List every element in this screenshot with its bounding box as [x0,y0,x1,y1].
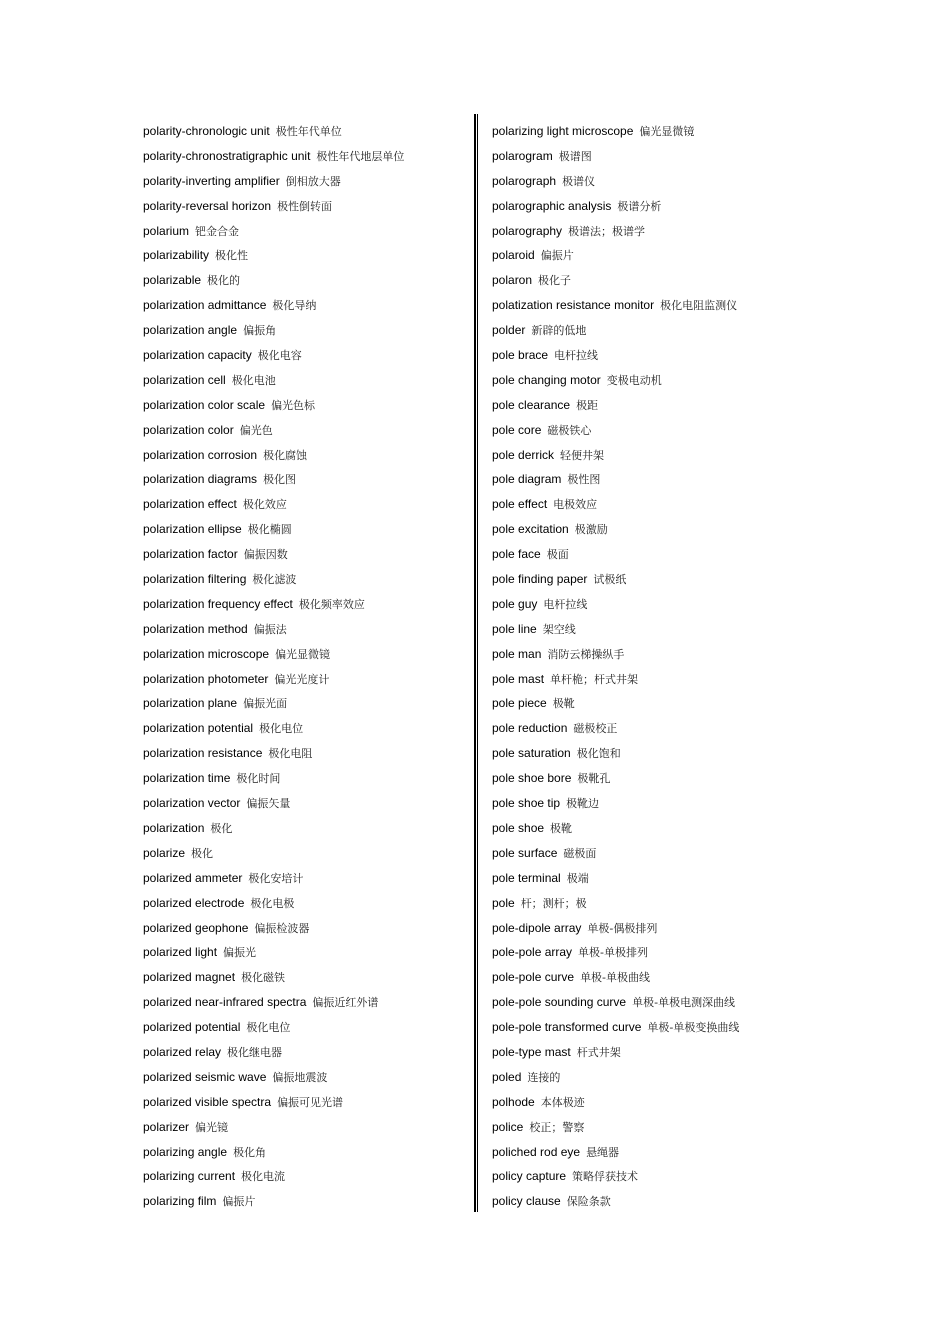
entry-term: polarogram [492,148,553,163]
entry-definition: 极谱分析 [617,199,662,213]
entry-term: pole piece [492,696,547,711]
entry-term: polarized geophone [143,920,249,935]
glossary-entry [492,990,912,1015]
entry-definition: 极化频率效应 [298,597,365,611]
glossary-entry [143,517,468,542]
entry-definition: 极化 [210,821,233,835]
glossary-entry [492,293,912,318]
glossary-entry [492,492,912,517]
entry-term: polarization cell [143,372,226,387]
entry-term: pole derrick [492,447,555,462]
entry-term: polarization color [143,422,234,437]
entry-definition: 极性倒转面 [277,199,333,213]
entry-definition: 偏光色 [239,423,273,437]
glossary-entry [143,119,468,144]
entry-definition: 偏振近红外谱 [312,996,379,1010]
glossary-entry [492,1015,912,1040]
entry-term: polarized electrode [143,895,245,910]
entry-definition: 极化安培计 [248,871,304,885]
entry-definition: 极化 [191,846,214,860]
entry-term: polarization admittance [143,298,267,313]
glossary-entry [143,567,468,592]
entry-term: polarization resistance [143,746,263,761]
column-divider [474,114,478,1212]
entry-definition: 变极电动机 [606,373,662,387]
entry-term: polarization method [143,621,248,636]
glossary-entry [143,542,468,567]
entry-term: polarium [143,223,190,238]
entry-definition: 偏振片 [540,249,574,263]
entry-definition: 极化子 [538,274,572,288]
entry-definition: 磁极铁心 [547,423,592,437]
entry-definition: 策略俘获技术 [572,1170,639,1184]
entry-definition: 极谱图 [558,149,592,163]
entry-term: polarizable [143,273,202,288]
glossary-entry [143,1090,468,1115]
entry-definition: 极靴 [550,821,573,835]
entry-definition: 极化饱和 [576,747,621,761]
entry-definition: 偏振片 [222,1195,256,1209]
glossary-entry [492,766,912,791]
entry-term: pole diagram [492,472,562,487]
entry-definition: 偏光色标 [271,398,316,412]
glossary-entry [492,542,912,567]
entry-definition: 偏光光度计 [274,672,330,686]
entry-definition: 极靴 [552,697,575,711]
entry-definition: 本体极迹 [540,1095,585,1109]
entry-definition: 极化效应 [242,498,287,512]
glossary-entry [143,691,468,716]
entry-term: police [492,1119,524,1134]
entry-definition: 极靴孔 [577,772,611,786]
entry-definition: 单极-单极曲线 [580,971,651,985]
glossary-entry [143,318,468,343]
glossary-entry [492,1090,912,1115]
entry-definition: 极谱仪 [562,174,596,188]
entry-definition: 钯金合金 [195,224,240,238]
entry-term: polarizing angle [143,1144,228,1159]
entry-definition: 偏振检波器 [254,921,310,935]
entry-definition: 极化性 [215,249,249,263]
entry-term: polarized seismic wave [143,1069,267,1084]
glossary-entry [492,418,912,443]
entry-definition: 新辟的低地 [531,324,587,338]
glossary-entry [492,965,912,990]
entry-definition: 单极-单极电测深曲线 [632,996,736,1010]
glossary-entry [492,517,912,542]
glossary-entry [492,592,912,617]
entry-definition: 偏光显微镜 [275,647,331,661]
entry-term: polarity-chronostratigraphic unit [143,148,311,163]
glossary-entry [492,1164,912,1189]
entry-definition: 电杆拉线 [543,597,588,611]
entry-term: polarized magnet [143,970,236,985]
glossary-entry [492,741,912,766]
entry-term: polarity-reversal horizon [143,198,272,213]
glossary-entry [143,667,468,692]
entry-term: polarized potential [143,1020,241,1035]
glossary-entry [143,592,468,617]
entry-term: polaroid [492,248,535,263]
glossary-entry [492,318,912,343]
glossary-entry [143,1189,468,1214]
entry-term: pole-type mast [492,1044,571,1059]
entry-definition: 单极-偶极排列 [587,921,658,935]
entry-definition: 消防云梯操纵手 [547,647,625,661]
entry-term: polarization microscope [143,646,270,661]
glossary-entry [143,1115,468,1140]
entry-definition: 极化电池 [231,373,276,387]
entry-term: polarizing film [143,1194,217,1209]
entry-term: polarization filtering [143,572,247,587]
glossary-entry [492,816,912,841]
entry-term: pole effect [492,497,548,512]
glossary-entry [143,492,468,517]
glossary-entry [492,144,912,169]
glossary-entry [492,916,912,941]
entry-definition: 极性年代单位 [275,125,342,138]
entry-term: pole [492,895,515,910]
glossary-entry [143,418,468,443]
entry-term: pole line [492,621,537,636]
entry-definition: 单极-单极排列 [578,946,649,960]
glossary-entry [492,841,912,866]
glossary-entry [143,916,468,941]
entry-definition: 单杆桅；杆式井架 [550,672,639,686]
entry-definition: 极化继电器 [227,1045,283,1059]
entry-term: policy clause [492,1194,561,1209]
glossary-entry [143,766,468,791]
glossary-entry [492,617,912,642]
entry-definition: 极化角 [233,1145,267,1159]
glossary-entry [492,1065,912,1090]
glossary-entry [143,368,468,393]
glossary-entry [143,1015,468,1040]
glossary-entry [143,716,468,741]
entry-term: polarizing current [143,1169,236,1184]
entry-term: poled [492,1069,522,1084]
entry-term: polarographic analysis [492,198,612,213]
entry-definition: 倒相放大器 [285,174,341,188]
glossary-entry [492,268,912,293]
entry-definition: 磁极面 [563,846,597,860]
glossary-entry [492,467,912,492]
entry-definition: 试极纸 [593,573,627,587]
entry-definition: 极距 [576,398,599,412]
entry-definition: 极化图 [263,473,297,487]
entry-term: polarography [492,223,563,238]
entry-definition: 偏振法 [253,622,287,636]
entry-term: polarization potential [143,721,254,736]
entry-definition: 偏振因数 [243,548,288,562]
entry-definition: 极化电位 [259,722,304,736]
entry-term: polarized visible spectra [143,1094,272,1109]
glossary-entry [143,393,468,418]
glossary-entry [492,169,912,194]
left-column [143,119,468,1214]
entry-definition: 杆；测杆；极 [520,896,587,910]
glossary-entry [492,1040,912,1065]
glossary-entry [143,293,468,318]
glossary-entry [143,990,468,1015]
glossary-entry [492,642,912,667]
entry-term: pole core [492,422,542,437]
glossary-entry [492,393,912,418]
entry-term: polarization color scale [143,397,266,412]
entry-definition: 极化腐蚀 [263,448,308,462]
entry-definition: 极化电阻监测仪 [660,299,738,313]
glossary-entry [143,816,468,841]
entry-definition: 极化时间 [236,772,281,786]
glossary-entry [492,194,912,219]
entry-definition: 偏振可见光谱 [277,1095,344,1109]
entry-definition: 偏振光面 [243,697,288,711]
entry-term: polarization vector [143,796,241,811]
entry-definition: 极面 [546,548,569,562]
entry-term: polarized ammeter [143,870,243,885]
entry-term: polarized light [143,945,218,960]
glossary-entry [143,1164,468,1189]
entry-term: pole face [492,547,541,562]
entry-definition: 电极效应 [553,498,598,512]
glossary-entry [143,243,468,268]
glossary-entry [492,119,912,144]
entry-definition: 校正；警察 [529,1120,585,1134]
entry-term: pole man [492,646,542,661]
entry-term: polarization factor [143,547,238,562]
glossary-entry [143,467,468,492]
entry-definition: 极化电位 [246,1021,291,1035]
entry-term: pole-dipole array [492,920,582,935]
glossary-entry [492,866,912,891]
entry-term: polarization angle [143,323,238,338]
entry-definition: 磁极校正 [573,722,618,736]
entry-term: pole shoe [492,820,545,835]
entry-term: pole-pole sounding curve [492,995,627,1010]
entry-term: pole shoe tip [492,796,561,811]
glossary-entry [492,567,912,592]
entry-term: pole excitation [492,522,569,537]
entry-term: polaron [492,273,533,288]
entry-definition: 电杆拉线 [554,349,599,363]
entry-term: pole-pole transformed curve [492,1020,642,1035]
entry-definition: 极端 [566,871,589,885]
entry-definition: 极化的 [207,274,241,288]
entry-term: polarization time [143,771,231,786]
glossary-entry [492,891,912,916]
entry-definition: 极激励 [574,523,608,537]
entry-term: polarize [143,845,186,860]
glossary-entry [143,791,468,816]
glossary-entry [143,891,468,916]
glossary-entry [143,741,468,766]
glossary-entry [492,443,912,468]
entry-definition: 偏振光 [223,946,257,960]
glossary-entry [492,368,912,393]
glossary-entry [143,841,468,866]
glossary-entry [143,866,468,891]
entry-definition: 极化电极 [250,896,295,910]
glossary-entry [492,791,912,816]
right-column [492,119,912,1214]
entry-term: polarizability [143,248,210,263]
entry-term: polhode [492,1094,535,1109]
entry-term: polarization [143,820,205,835]
entry-definition: 极化电容 [257,349,302,363]
glossary-entry [143,169,468,194]
entry-term: polarizer [143,1119,190,1134]
glossary-entry [492,219,912,244]
entry-definition: 单极-单极变换曲线 [647,1021,740,1035]
entry-term: pole changing motor [492,372,601,387]
glossary-entry [492,716,912,741]
entry-definition: 架空线 [542,622,576,636]
entry-definition: 极化滤波 [252,573,297,587]
entry-term: polatization resistance monitor [492,298,655,313]
entry-definition: 极化电阻 [268,747,313,761]
entry-term: pole mast [492,671,545,686]
entry-term: polarized near-infrared spectra [143,995,307,1010]
entry-term: pole surface [492,845,558,860]
glossary-entry [492,1140,912,1165]
entry-term: policy capture [492,1169,567,1184]
glossary-entry [492,1115,912,1140]
glossary-entry [143,1065,468,1090]
glossary-entry [492,1189,912,1214]
glossary-entry [143,940,468,965]
entry-definition: 极化椭圆 [247,523,292,537]
glossary-entry [143,1140,468,1165]
entry-definition: 杆式井架 [576,1045,621,1059]
entry-term: pole finding paper [492,572,588,587]
entry-term: poliched rod eye [492,1144,581,1159]
entry-definition: 偏振地震波 [272,1070,328,1084]
entry-definition: 悬绳器 [586,1145,620,1159]
entry-term: polder [492,323,526,338]
glossary-entry [143,1040,468,1065]
entry-definition: 极性图 [567,473,601,487]
entry-definition: 极性年代地层单位 [316,149,405,163]
entry-term: polarization corrosion [143,447,258,462]
glossary-entry [143,144,468,169]
glossary-entry [143,443,468,468]
entry-term: pole shoe bore [492,771,572,786]
entry-definition: 偏光镜 [195,1120,229,1134]
glossary-entry [143,219,468,244]
glossary-entry [492,667,912,692]
entry-definition: 极靴边 [566,797,600,811]
entry-term: polarizing light microscope [492,124,634,138]
entry-term: polarization frequency effect [143,596,293,611]
entry-term: polarization plane [143,696,238,711]
entry-definition: 连接的 [527,1070,561,1084]
entry-definition: 偏振角 [243,324,277,338]
glossary-entry [143,194,468,219]
glossary-entry [143,617,468,642]
entry-term: polarity-inverting amplifier [143,173,280,188]
entry-term: polarization capacity [143,348,252,363]
entry-term: polarity-chronologic unit [143,124,270,138]
entry-term: pole brace [492,348,549,363]
entry-term: polarization effect [143,497,237,512]
glossary-entry [143,965,468,990]
entry-term: pole-pole array [492,945,573,960]
entry-definition: 偏振矢量 [246,797,291,811]
entry-term: polarized relay [143,1044,222,1059]
glossary-entry [492,691,912,716]
entry-term: polarization diagrams [143,472,258,487]
entry-definition: 保险条款 [566,1195,611,1209]
glossary-entry [492,243,912,268]
glossary-entry [143,343,468,368]
entry-definition: 极化电流 [241,1170,286,1184]
entry-term: polarization ellipse [143,522,242,537]
entry-term: pole terminal [492,870,561,885]
entry-definition: 偏光显微镜 [639,125,695,138]
glossary-entry [492,940,912,965]
entry-definition: 极化导纳 [272,299,317,313]
entry-term: pole reduction [492,721,568,736]
entry-term: polarograph [492,173,557,188]
entry-term: pole guy [492,596,538,611]
entry-term: polarization photometer [143,671,269,686]
entry-term: pole-pole curve [492,970,575,985]
entry-definition: 极谱法；极谱学 [568,224,646,238]
glossary-entry [143,268,468,293]
glossary-entry [492,343,912,368]
entry-term: pole clearance [492,397,571,412]
entry-definition: 极化磁铁 [241,971,286,985]
entry-definition: 轻便井架 [560,448,605,462]
glossary-entry [143,642,468,667]
entry-term: pole saturation [492,746,571,761]
